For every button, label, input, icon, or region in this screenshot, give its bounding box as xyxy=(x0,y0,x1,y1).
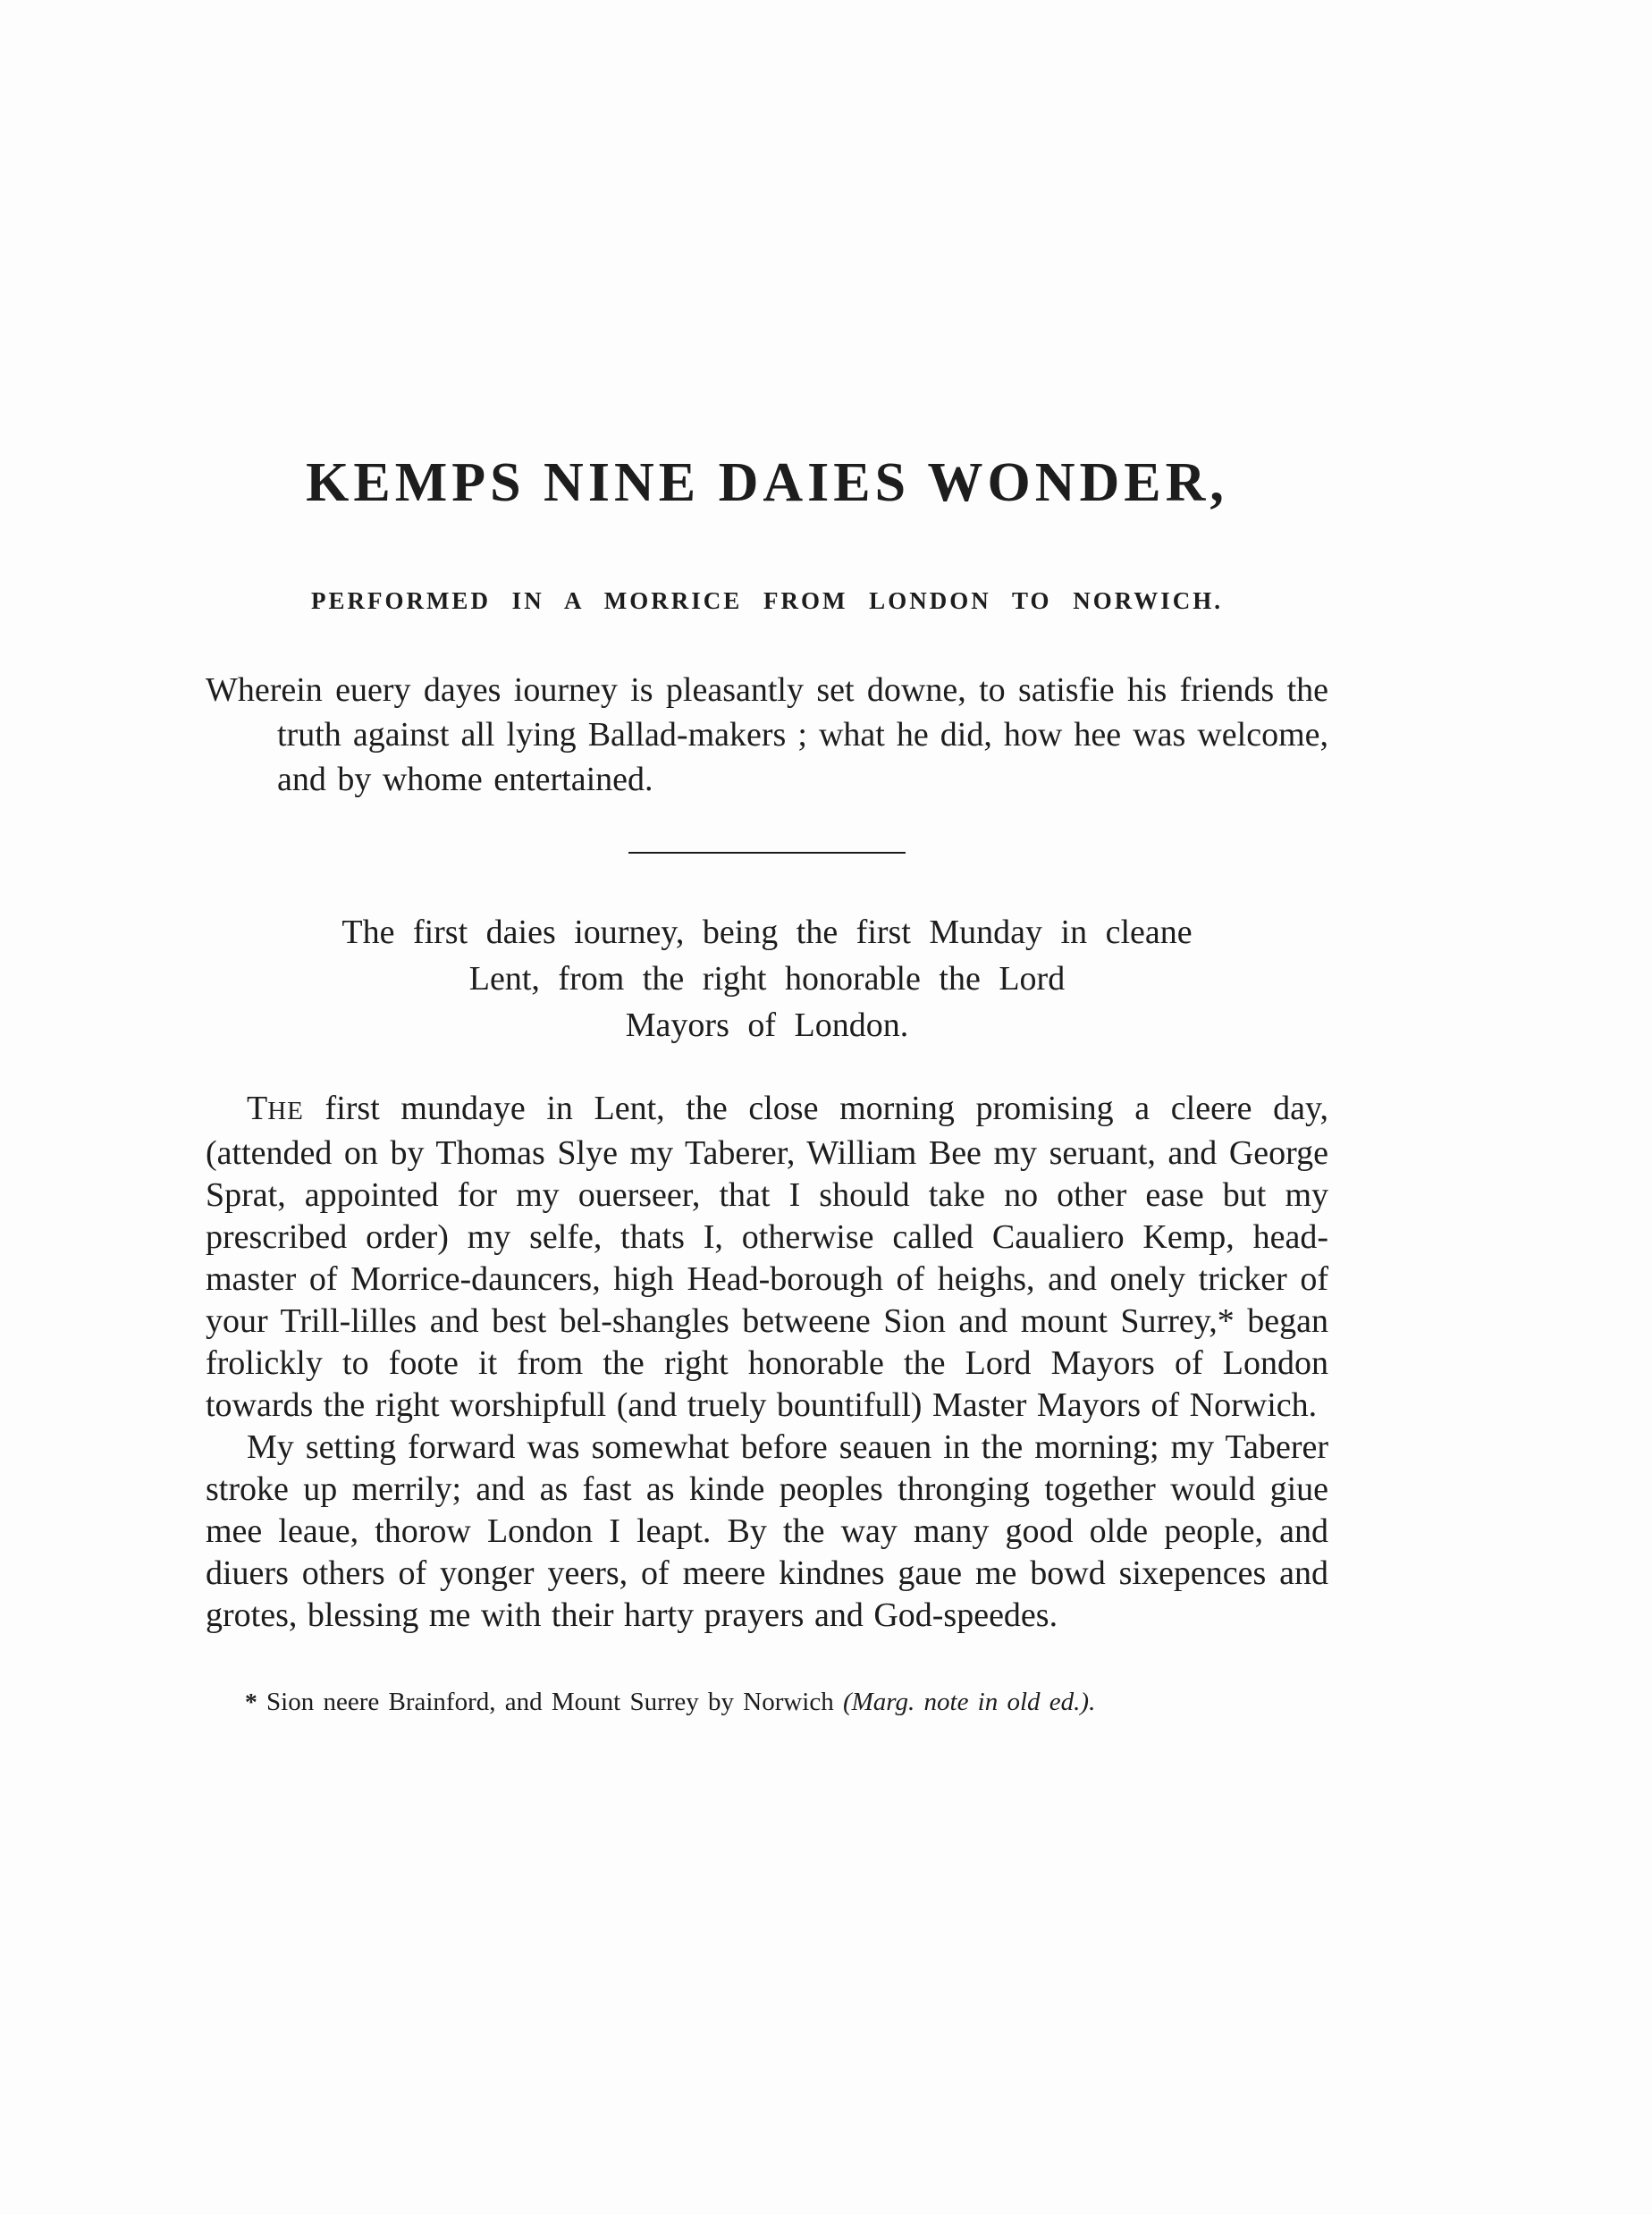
footnote-source-italic: (Marg. note in old ed.). xyxy=(842,1688,1096,1716)
footnote-text: Sion neere Brainford, and Mount Surrey by Norwich xyxy=(266,1688,834,1716)
section-heading-line-3: Mayors of London. xyxy=(625,1006,909,1044)
section-divider xyxy=(628,852,906,854)
lead-small-caps: HE xyxy=(267,1097,304,1125)
intro-paragraph: Wherein euery dayes iourney is pleasantly set downe, to satisfie his friends the truth against all lying Ballad-makers ; what he did, how hee was welcome, and by whome entertained. xyxy=(206,671,1328,798)
page-content xyxy=(206,0,1328,1719)
section-heading-line-1: The first daies iourney, being the first Munday in cleane xyxy=(341,914,1193,951)
paragraph-1-text: first mundaye in Lent, the close morning promising a cleere day, (attended on by Thomas Slye my Taberer, William Bee my seruant, and George Sprat, appointed for my ouerseer, that I should take no other ease but my prescribed order) my selfe, thats I, otherwise called Caualiero Kemp, head-master of Morrice-dauncers, high Head-borough of heighs, and onely tricker of your Trill-lilles and best bel-shangles betweene Sion and mount Surrey,* began frolickly to foote it from the right honorable the Lord Mayors of London towards the right worshipfull (and truely bountifull) Master Mayors of Norwich. xyxy=(206,1090,1328,1424)
footnote xyxy=(206,1685,1328,1719)
page-title: KEMPS NINE DAIES WONDER, xyxy=(306,452,1228,513)
section-heading xyxy=(206,909,1328,1049)
lead-capital: T xyxy=(247,1090,268,1127)
body-paragraph-2: My setting forward was somewhat before seauen in the morning; my Taberer stroke up merrily; and as fast as kinde peoples thronging together would giue mee leaue, thorow London I leapt. By the way many good olde people, and diuers others of yonger yeers, of meere kindnes gaue me bowd sixepences and grotes, blessing me with their harty prayers and God-speedes. xyxy=(206,1428,1328,1634)
section-heading-line-2: Lent, from the right honorable the Lord xyxy=(468,960,1066,998)
body-paragraph-1 xyxy=(206,1088,1328,1427)
footnote-asterisk: * xyxy=(245,1688,257,1715)
page-subtitle: PERFORMED IN A MORRICE FROM LONDON TO NORWICH. xyxy=(310,587,1224,614)
